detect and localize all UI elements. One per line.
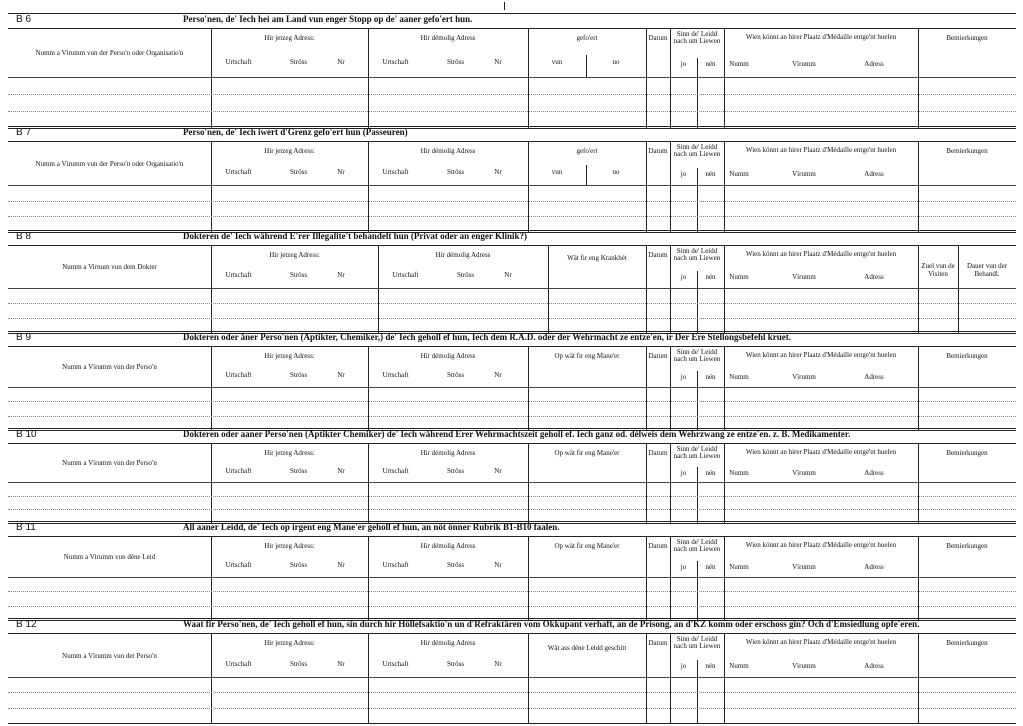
- current-address-header: Hir jetzeg Adress:: [264, 542, 315, 550]
- column-divider: [724, 444, 725, 523]
- street-label: Ströss: [289, 271, 308, 279]
- alive-header: Sinn de' Leidd nach um Liewen: [673, 143, 721, 158]
- header-divider: [8, 482, 1016, 483]
- firstname-label: Vìrumm: [792, 60, 816, 68]
- dotted-entry-line: [8, 111, 1016, 112]
- column-divider: [958, 246, 959, 333]
- header-divider: [8, 185, 1016, 186]
- section-code: B 9: [16, 332, 32, 343]
- column-divider: [368, 634, 369, 723]
- locality-label: Urtschaft: [225, 58, 252, 66]
- section-title: Perso'nen, de' Iech hei am Land vun enger Stopp op de' aaner gefo'ert hun.: [183, 14, 473, 24]
- subcolumn-divider: [697, 185, 698, 232]
- address-label: Adress: [864, 662, 884, 670]
- surname-label: Numm: [729, 563, 749, 571]
- yes-label: jo: [680, 469, 687, 477]
- dotted-entry-line: [8, 94, 1016, 95]
- subcolumn-divider: [697, 677, 698, 723]
- number-label: Nr: [337, 467, 345, 475]
- name-column-header: Numm a Vìrumm vun der Perso'n oder Organisatio'n: [35, 49, 184, 57]
- column-divider: [211, 29, 212, 128]
- section-code: B 8: [16, 231, 32, 242]
- section-header: [8, 126, 1016, 142]
- firstname-label: Vìrumm: [792, 273, 816, 281]
- number-label: Nr: [494, 168, 502, 176]
- alive-header: Sinn de' Leidd nach um Liewen: [673, 635, 721, 650]
- locality-label: Urtschaft: [382, 371, 409, 379]
- alive-header: Sinn de' Leidd nach um Liewen: [673, 348, 721, 363]
- manner-header: Op wät fir eng Mane'er: [554, 449, 620, 457]
- firstname-label: Vìrumm: [792, 170, 816, 178]
- current-address-header: Hir jetzeg Adress:: [269, 251, 320, 259]
- illness-header: Wät fir eng Krankhét: [567, 254, 627, 262]
- manner-header: Op wät fir eng Mane'er: [554, 542, 620, 550]
- number-label: Nr: [504, 271, 512, 279]
- street-label: Ströss: [446, 168, 465, 176]
- column-divider: [646, 29, 647, 128]
- header-divider: [8, 288, 1016, 289]
- locality-label: Urtschaft: [382, 561, 409, 569]
- no-label: nén: [705, 563, 716, 571]
- locality-label: Urtschaft: [225, 467, 252, 475]
- number-label: Nr: [337, 561, 345, 569]
- address-label: Adress: [864, 273, 884, 281]
- column-divider: [918, 29, 919, 128]
- column-divider: [724, 634, 725, 723]
- former-address-header: Hir démolig Adress: [435, 251, 491, 259]
- column-divider: [646, 246, 647, 333]
- firstname-label: Vìrumm: [792, 662, 816, 670]
- section-title: Dokteren de' Iech während E'rer Illegalite't behandelt hun (Privat oder an enger Klinik?): [183, 231, 528, 241]
- column-divider: [918, 246, 919, 333]
- medal-recipient-header: Wien könnt an hirer Plaatz d'Médaille entge'nt huelen: [745, 638, 897, 646]
- no-label: nén: [705, 373, 716, 381]
- locality-label: Urtschaft: [382, 58, 409, 66]
- date-header: Datum: [648, 251, 668, 259]
- section-title: Dokteren oder aaner Perso'nen (Aptikter Chemiker) de' Iech während Erer Wehrmachtszeit geholl ef. Iech ganz od. dèlweis dem Wehrzwang ze entze'en. z. B. Medikamenter.: [183, 429, 851, 439]
- header-divider: [8, 677, 1016, 678]
- locality-label: Urtschaft: [225, 561, 252, 569]
- address-label: Adress: [864, 170, 884, 178]
- dotted-entry-line: [8, 201, 1016, 202]
- former-address-header: Hir démolig Adress: [420, 639, 476, 647]
- locality-label: Urtschaft: [225, 660, 252, 668]
- column-divider: [211, 634, 212, 723]
- street-label: Ströss: [446, 467, 465, 475]
- date-header: Datum: [648, 449, 668, 457]
- dotted-entry-line: [8, 416, 1016, 417]
- from-label: vun: [551, 168, 563, 176]
- former-address-header: Hir démolig Adress: [420, 34, 476, 42]
- header-divider: [8, 77, 1016, 78]
- form-section-b9: [8, 331, 1016, 428]
- header-divider: [8, 387, 1016, 388]
- subcolumn-divider: [697, 77, 698, 128]
- column-divider: [646, 142, 647, 232]
- section-code: B 6: [16, 14, 32, 25]
- column-divider: [918, 634, 919, 723]
- locality-label: Urtschaft: [225, 371, 252, 379]
- name-column-header: Numm a Vìrumm vun der Perso'n oder Organisatio'n: [35, 160, 184, 168]
- former-address-header: Hir démolig Adress: [420, 147, 476, 155]
- surname-label: Numm: [729, 273, 749, 281]
- former-address-header: Hir démolig Adress: [420, 542, 476, 550]
- column-divider: [528, 29, 529, 128]
- section-table: [8, 634, 1016, 724]
- section-title: All aaner Leidd, de' Iech op irgent eng Mane'er geholl ef hun, an nöt önner Rubrik B1-B10 faalen.: [183, 522, 560, 532]
- no-label: nén: [705, 60, 716, 68]
- section-title: Perso'nen, de' Iech iwert d'Grenz gefo'ert hun (Passeuren): [183, 127, 408, 137]
- yes-label: jo: [680, 373, 687, 381]
- street-label: Ströss: [289, 58, 308, 66]
- column-divider: [211, 246, 212, 333]
- dotted-entry-line: [8, 303, 1016, 304]
- address-label: Adress: [864, 373, 884, 381]
- number-label: Nr: [494, 561, 502, 569]
- surname-label: Numm: [729, 170, 749, 178]
- street-label: Ströss: [446, 561, 465, 569]
- dotted-entry-line: [8, 318, 1016, 319]
- transported-header: gefo'ert: [576, 147, 598, 155]
- current-address-header: Hir jetzeg Adress:: [264, 449, 315, 457]
- date-header: Datum: [648, 34, 668, 42]
- remarks-header: Bemierkungen: [946, 542, 988, 550]
- top-mark: [504, 2, 505, 10]
- current-address-header: Hir jetzeg Adress:: [264, 147, 315, 155]
- header-divider: [8, 577, 1016, 578]
- dotted-entry-line: [8, 692, 1016, 693]
- locality-label: Urtschaft: [225, 271, 252, 279]
- locality-label: Urtschaft: [392, 271, 419, 279]
- to-label: no: [612, 168, 620, 176]
- section-title: Waat fir Perso'nen, de' Iech geholl ef hun, sin durch hir Höllefsaktio'n un d'Refraktären vom Okkupant verhaft, an de Prisong, an d'KZ komm oder erschoss gin? Och d'Emsiedlung opfe'eren.: [183, 619, 920, 629]
- no-label: nén: [705, 469, 716, 477]
- form-section-b12: [8, 618, 1016, 721]
- column-divider: [646, 634, 647, 723]
- surname-label: Numm: [729, 662, 749, 670]
- firstname-label: Vìrumm: [792, 373, 816, 381]
- former-address-header: Hir démolig Adress: [420, 449, 476, 457]
- column-divider: [724, 142, 725, 232]
- subcolumn-divider: [697, 288, 698, 333]
- number-label: Nr: [337, 58, 345, 66]
- surname-label: Numm: [729, 469, 749, 477]
- current-address-header: Hir jetzeg Adress:: [264, 639, 315, 647]
- section-table: [8, 444, 1016, 524]
- number-label: Nr: [494, 660, 502, 668]
- section-table: [8, 246, 1016, 334]
- column-divider: [724, 347, 725, 430]
- street-label: Ströss: [289, 561, 308, 569]
- street-label: Ströss: [289, 660, 308, 668]
- current-address-header: Hir jetzeg Adress:: [264, 34, 315, 42]
- medal-recipient-header: Wien könnt an hirer Plaatz d'Médaille entge'nt huelen: [745, 541, 897, 549]
- remarks-header: Bemierkungen: [946, 639, 988, 647]
- dotted-entry-line: [8, 591, 1016, 592]
- what-happened-header: Wät ass déne Leidd geschitt: [547, 644, 627, 652]
- dotted-entry-line: [8, 708, 1016, 709]
- address-label: Adress: [864, 469, 884, 477]
- number-label: Nr: [494, 58, 502, 66]
- section-header: [8, 331, 1016, 347]
- subcolumn-divider: [697, 482, 698, 523]
- number-label: Nr: [337, 371, 345, 379]
- duration-header: Dauer vun der Behandl.: [966, 262, 1008, 278]
- medal-recipient-header: Wien könnt an hirer Plaatz d'Médaille entge'nt huelen: [745, 448, 897, 456]
- alive-header: Sinn de' Leidd nach um Liewen: [673, 247, 721, 262]
- medal-recipient-header: Wien könnt an hirer Plaatz d'Médaille entge'nt huelen: [745, 33, 897, 41]
- no-label: nén: [705, 170, 716, 178]
- name-column-header: Numm a Vìrumm vun der Perso'n: [62, 363, 157, 371]
- number-label: Nr: [337, 168, 345, 176]
- column-divider: [528, 142, 529, 232]
- name-column-header: Numm a Vìrumm vun der Perso'n: [62, 459, 157, 467]
- section-code: B 7: [16, 127, 32, 138]
- street-label: Ströss: [289, 371, 308, 379]
- firstname-label: Vìrumm: [792, 469, 816, 477]
- medal-recipient-header: Wien könnt an hirer Plaatz d'Médaille entge'nt huelen: [745, 250, 897, 258]
- transported-header: gefo'ert: [576, 34, 598, 42]
- medal-recipient-header: Wien könnt an hirer Plaatz d'Médaille entge'nt huelen: [745, 146, 897, 154]
- column-divider: [368, 142, 369, 232]
- firstname-label: Vìrumm: [792, 563, 816, 571]
- yes-label: jo: [680, 563, 687, 571]
- section-header: [8, 618, 1016, 634]
- alive-header: Sinn de' Leidd nach um Liewen: [673, 538, 721, 553]
- yes-label: jo: [680, 60, 687, 68]
- dotted-entry-line: [8, 509, 1016, 510]
- remarks-header: Bemierkungen: [946, 147, 988, 155]
- street-label: Ströss: [456, 271, 475, 279]
- address-label: Adress: [864, 60, 884, 68]
- alive-header: Sinn de' Leidd nach um Liewen: [673, 30, 721, 45]
- surname-label: Numm: [729, 60, 749, 68]
- street-label: Ströss: [446, 660, 465, 668]
- remarks-header: Bemierkungen: [946, 352, 988, 360]
- date-header: Datum: [648, 147, 668, 155]
- form-section-b7: [8, 126, 1016, 230]
- locality-label: Urtschaft: [382, 168, 409, 176]
- section-code: B 12: [16, 619, 37, 630]
- dotted-entry-line: [8, 401, 1016, 402]
- column-divider: [378, 246, 379, 333]
- number-label: Nr: [337, 660, 345, 668]
- yes-label: jo: [680, 662, 687, 670]
- from-label: vun: [551, 58, 563, 66]
- form-section-b6: [8, 13, 1016, 126]
- subcolumn-divider: [697, 577, 698, 620]
- no-label: nén: [705, 662, 716, 670]
- date-header: Datum: [648, 352, 668, 360]
- column-divider: [724, 246, 725, 333]
- column-divider: [368, 29, 369, 128]
- locality-label: Urtschaft: [382, 660, 409, 668]
- column-divider: [724, 29, 725, 128]
- column-divider: [211, 142, 212, 232]
- surname-label: Numm: [729, 373, 749, 381]
- section-header: [8, 521, 1016, 537]
- section-table: [8, 347, 1016, 431]
- street-label: Ströss: [289, 467, 308, 475]
- date-header: Datum: [648, 639, 668, 647]
- street-label: Ströss: [446, 371, 465, 379]
- column-divider: [918, 142, 919, 232]
- dotted-entry-line: [8, 606, 1016, 607]
- visits-header: Zuel vun de Visiten: [921, 262, 955, 278]
- section-table: [8, 142, 1016, 233]
- section-title: Dokteren oder åner Perso'nen (Aptikter, Chemiker,) de' Iech geholl ef hun, Iech dem R.A.D. oder der Wehrmacht ze entze'en, ir Der Ere Stellongsbefehl kruet.: [183, 332, 792, 342]
- street-label: Ströss: [446, 58, 465, 66]
- section-code: B 10: [16, 429, 37, 440]
- number-label: Nr: [494, 371, 502, 379]
- number-label: Nr: [494, 467, 502, 475]
- name-column-header: Numm a Virnum vun dem Dokter: [62, 263, 157, 271]
- medal-recipient-header: Wien könnt an hirer Plaatz d'Médaille entge'nt huelen: [745, 351, 897, 359]
- yes-label: jo: [680, 273, 687, 281]
- alive-header: Sinn de' Leidd nach um Liewen: [673, 445, 721, 460]
- remarks-header: Bemierkungen: [946, 34, 988, 42]
- section-header: [8, 13, 1016, 29]
- manner-header: Op wät fir eng Mane'er: [554, 352, 620, 360]
- section-header: [8, 428, 1016, 444]
- locality-label: Urtschaft: [225, 168, 252, 176]
- locality-label: Urtschaft: [382, 467, 409, 475]
- dotted-entry-line: [8, 496, 1016, 497]
- section-table: [8, 537, 1016, 621]
- to-label: no: [612, 58, 620, 66]
- no-label: nén: [705, 273, 716, 281]
- street-label: Ströss: [289, 168, 308, 176]
- subcolumn-divider: [697, 387, 698, 430]
- current-address-header: Hir jetzeg Adress:: [264, 352, 315, 360]
- address-label: Adress: [864, 563, 884, 571]
- name-column-header: Numm a Vìrumm vun dène Leid: [63, 553, 156, 561]
- date-header: Datum: [648, 542, 668, 550]
- yes-label: jo: [680, 170, 687, 178]
- remarks-header: Bemierkungen: [946, 449, 988, 457]
- section-header: [8, 230, 1016, 246]
- form-section-b11: [8, 521, 1016, 618]
- dotted-entry-line: [8, 216, 1016, 217]
- number-label: Nr: [337, 271, 345, 279]
- section-code: B 11: [16, 522, 36, 533]
- form-section-b10: [8, 428, 1016, 521]
- column-divider: [724, 537, 725, 620]
- former-address-header: Hir démolig Adress: [420, 352, 476, 360]
- form-section-b8: [8, 230, 1016, 331]
- section-table: [8, 29, 1016, 129]
- name-column-header: Numm a Vìrumm vun der Perso'n: [62, 652, 157, 660]
